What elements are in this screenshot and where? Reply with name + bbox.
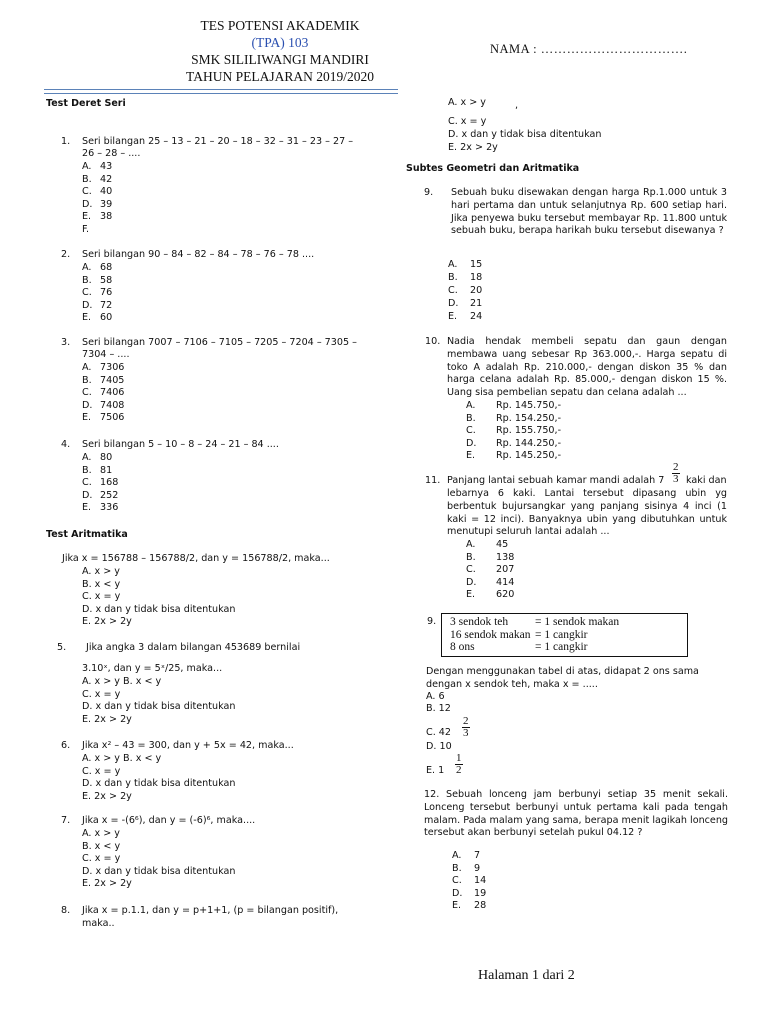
a0-option: B. x < y [82, 578, 121, 590]
option-value: 76 [100, 287, 113, 299]
document-header [150, 17, 410, 85]
option-value: 42 [100, 173, 113, 185]
q5-option: E. 2x > 2y [82, 713, 132, 725]
q9b-text-2: dengan x sendok teh, maka x = ..... [426, 679, 598, 690]
q2-text: Seri bilangan 90 – 84 – 82 – 84 – 78 – 76 – 78 .... [82, 249, 315, 260]
q3-text: Seri bilangan 7007 – 7106 – 7105 – 7205 – 7204 – 7305 – [82, 337, 357, 348]
q3-text-2: 7304 – .... [82, 349, 130, 360]
q1-option [82, 161, 112, 174]
option-letter: D. [82, 399, 93, 411]
q7-option: B. x < y [82, 840, 121, 852]
option-letter: B. [82, 374, 92, 386]
q9-option [448, 272, 482, 285]
q1-option [82, 224, 100, 237]
option-value: 620 [496, 589, 515, 601]
q3-option [82, 387, 124, 400]
name-field: NAMA : ……………………………. [490, 42, 688, 56]
option-letter: E. [82, 412, 92, 424]
q5-option: D. x dan y tidak bisa ditentukan [82, 701, 236, 713]
q11-option [466, 552, 514, 565]
section-title-aritmatika: Test Aritmatika [46, 529, 128, 540]
q9-number: 9. [424, 187, 434, 198]
conversion-row [450, 629, 587, 641]
option-letter: E. [452, 900, 462, 912]
option-letter: C. [466, 564, 476, 576]
option-value: 21 [470, 298, 483, 309]
q2-option [82, 300, 112, 313]
section-title-deret: Test Deret Seri [46, 98, 126, 109]
stray-mark: , [515, 100, 519, 111]
q7-option: E. 2x > 2y [82, 878, 132, 890]
option-letter: A. [82, 452, 92, 463]
q9b-text: Dengan menggunakan tabel di atas, didapat 2 ons sama [426, 666, 699, 677]
option-letter: A. [82, 362, 92, 373]
option-value: 20 [470, 285, 483, 296]
q7-option: D. x dan y tidak bisa ditentukan [82, 865, 236, 877]
option-value: 58 [100, 274, 113, 286]
q4-option [82, 465, 112, 478]
option-letter: B. [82, 464, 92, 476]
q3-option [82, 412, 124, 425]
option-letter: D. [82, 198, 93, 210]
q9b-c-frac-num: 2 [463, 715, 469, 727]
option-value: 14 [474, 875, 487, 887]
q2-option [82, 262, 112, 275]
header-rule [44, 89, 398, 90]
q1-number: 1. [61, 136, 71, 147]
q9-option [448, 311, 482, 324]
option-letter: D. [466, 576, 477, 588]
header-title: TES POTENSI AKADEMIK [200, 18, 360, 33]
unit-from: 8 ons [450, 641, 475, 653]
option-value: 414 [496, 576, 515, 588]
option-letter: B. [82, 173, 92, 185]
q7-text: Jika x = -(6⁶), dan y = (-6)⁶, maka.... [82, 815, 256, 826]
option-value: 38 [100, 211, 113, 223]
q3-number: 3. [61, 337, 71, 348]
option-value: 40 [100, 186, 113, 198]
prev-option: D. x dan y tidak bisa ditentukan [448, 129, 602, 140]
option-value: 19 [474, 887, 487, 899]
q9b-option-d: D. 10 [426, 741, 452, 752]
option-value: 60 [100, 312, 113, 324]
q2-option [82, 312, 112, 325]
option-value: Rp. 145.250,- [496, 450, 562, 462]
q6-option: C. x = y [82, 765, 121, 777]
q4-option [82, 490, 118, 503]
option-value: 7406 [100, 387, 125, 399]
option-value: Rp. 145.750,- [496, 400, 562, 411]
q1-option [82, 211, 112, 224]
q3-option [82, 400, 124, 413]
a0-option: E. 2x > 2y [82, 616, 132, 628]
header-code: (TPA) 103 [251, 35, 309, 50]
q10-option [466, 425, 561, 438]
option-letter: A. [448, 259, 458, 270]
q9b-number: 9. [427, 616, 437, 627]
header-year: TAHUN PELAJARAN 2019/2020 [186, 69, 374, 84]
q7-option: A. x > y [82, 828, 120, 839]
unit-to: = 1 cangkir [535, 641, 588, 653]
option-letter: A. [452, 850, 462, 861]
q2-option [82, 287, 112, 300]
conversion-row [450, 641, 587, 653]
q4-option [82, 477, 118, 490]
option-letter: E. [82, 502, 92, 514]
conversion-row [450, 616, 619, 628]
q9-option [448, 259, 482, 272]
q12-option [452, 900, 486, 913]
option-letter: C. [452, 875, 462, 887]
q9b-e-frac-num: 1 [456, 752, 462, 764]
option-letter: C. [82, 186, 92, 198]
option-letter: E. [466, 450, 476, 462]
option-letter: B. [466, 412, 476, 424]
q9b-option-a: A. 6 [426, 691, 445, 702]
q3-option [82, 362, 124, 375]
option-letter: D. [466, 437, 477, 449]
q11-option [466, 577, 514, 590]
q9b-e-fraction [455, 753, 463, 776]
unit-from: 3 sendok teh [450, 616, 509, 628]
q3-option [82, 375, 124, 388]
q10-text-last: Uang sisa pembelian sepatu dan celana adalah ... [447, 387, 687, 398]
option-letter: C. [466, 425, 476, 437]
q8-text: Jika x = p.1.1, dan y = p+1+1, (p = bilangan positif), [82, 905, 339, 916]
option-value: 7408 [100, 399, 125, 411]
option-letter: E. [448, 311, 458, 322]
q9b-e-frac-den: 2 [456, 764, 462, 776]
q1-option [82, 199, 112, 212]
q9b-option-c: C. 42 [426, 727, 452, 738]
option-value: 72 [100, 299, 113, 311]
q6-option: A. x > y B. x < y [82, 753, 162, 764]
option-letter: C. [448, 285, 458, 296]
q10-option [466, 450, 561, 463]
option-letter: E. [466, 589, 476, 601]
q11-text-first-end: kaki dan [686, 475, 727, 486]
option-value: 207 [496, 564, 515, 576]
q2-number: 2. [61, 249, 71, 260]
q10-option [466, 400, 561, 413]
q10-number: 10. [425, 336, 441, 347]
q11-option [466, 589, 514, 602]
unit-to: = 1 cangkir [535, 628, 588, 641]
conversion-table [441, 613, 688, 657]
option-value: 7 [474, 850, 481, 861]
q11-option [466, 564, 514, 577]
q12-option [452, 850, 480, 863]
q6-number: 6. [61, 740, 71, 751]
option-value: 336 [100, 502, 119, 514]
q11-fraction [672, 462, 680, 485]
q5-option: C. x = y [82, 688, 121, 700]
q1-option [82, 186, 112, 199]
q4-text: Seri bilangan 5 – 10 – 8 – 24 – 21 – 84 .... [82, 439, 279, 450]
option-value: 28 [474, 900, 487, 912]
q12-option [452, 888, 486, 901]
option-value: 138 [496, 551, 515, 563]
q7-option: C. x = y [82, 853, 121, 865]
q8-number: 8. [61, 905, 71, 916]
q10-option [466, 438, 561, 451]
q6-text: Jika x² – 43 = 300, dan y + 5x = 42, maka... [82, 740, 294, 751]
q12-option [452, 863, 480, 876]
a0-option: D. x dan y tidak bisa ditentukan [82, 603, 236, 615]
q11-text-first: Panjang lantai sebuah kamar mandi adalah 7 [447, 475, 665, 486]
q4-number: 4. [61, 439, 71, 450]
option-letter: B. [466, 551, 476, 563]
q2-option [82, 275, 112, 288]
q6-option: D. x dan y tidak bisa ditentukan [82, 778, 236, 790]
prev-option: C. x = y [448, 116, 487, 127]
q12-text: 12. Sebuah lonceng jam berbunyi setiap 35 menit sekali. Lonceng tersebut berbunyi untuk pertama kali pada tengah malam. Pada malam yang sama, berapa menit lagikah lonceng tersebut akan berbunyi setelah pukul 04.12 ? [424, 789, 728, 839]
q5-option: A. x > y B. x < y [82, 676, 162, 687]
option-letter: A. [466, 539, 476, 550]
page-footer: Halaman 1 dari 2 [478, 968, 575, 983]
q4-option [82, 502, 118, 515]
option-value: 43 [100, 161, 113, 172]
a0-text: Jika x = 156788 – 156788/2, dan y = 156788/2, maka... [62, 553, 330, 564]
option-letter: D. [82, 299, 93, 311]
option-value: 15 [470, 259, 483, 270]
prev-option: A. x > y [448, 97, 486, 108]
q9-option [448, 285, 482, 298]
option-value: 168 [100, 477, 119, 489]
option-value: 7306 [100, 362, 125, 373]
option-value: 24 [470, 311, 483, 322]
prev-option: E. 2x > 2y [448, 142, 498, 153]
q5-text: Jika angka 3 dalam bilangan 453689 bernilai [86, 642, 301, 653]
q11-frac-den: 3 [673, 473, 679, 485]
option-value: 7506 [100, 412, 125, 424]
option-letter: D. [452, 887, 463, 899]
option-value: 18 [470, 272, 483, 283]
option-letter: A. [466, 400, 476, 411]
q1-text: Seri bilangan 25 – 13 – 21 – 20 – 18 – 32 – 31 – 23 – 27 – [82, 136, 354, 147]
option-value: 45 [496, 539, 509, 550]
option-value: 68 [100, 262, 113, 273]
q10-option [466, 413, 561, 426]
option-letter: B. [452, 862, 462, 874]
q8-text-2: maka.. [82, 918, 115, 929]
q1-option [82, 174, 112, 187]
option-value: 39 [100, 198, 113, 210]
q11-text: lebarnya 6 kaki. Lantai tersebut dipasang ubin yg berbentuk bujursangkar yang panjang sisinya 4 inci (1 kaki = 12 inci). Banyaknya ubin yang dibutuhkan untuk menutupi seluruh lantai adalah ... [447, 488, 727, 538]
option-letter: B. [82, 274, 92, 286]
option-value: Rp. 155.750,- [496, 425, 562, 437]
q6-option: E. 2x > 2y [82, 790, 132, 802]
q9b-c-frac-den: 3 [463, 727, 469, 739]
option-letter: A. [82, 262, 92, 273]
q4-option [82, 452, 112, 465]
option-letter: E. [82, 211, 92, 223]
header-rule-2 [44, 93, 398, 94]
q7-number: 7. [61, 815, 71, 826]
option-value: Rp. 144.250,- [496, 437, 562, 449]
option-letter: D. [82, 489, 93, 501]
q11-option [466, 539, 508, 552]
option-value: 9 [474, 862, 481, 874]
option-value: 80 [100, 452, 113, 463]
q5-number: 5. [57, 642, 67, 653]
option-value: Rp. 154.250,- [496, 412, 562, 424]
q11-frac-num: 2 [673, 461, 679, 473]
q1-text-2: 26 – 28 – .... [82, 148, 141, 159]
q9b-c-fraction [462, 716, 470, 739]
option-letter: E. [82, 312, 92, 324]
option-letter: C. [82, 477, 92, 489]
q10-text: Nadia hendak membeli sepatu dan gaun dengan membawa uang sebesar Rp 363.000,-. Harga sepatu di toko A adalah Rp. 210.000,- dengan diskon 35 % dan harga celana adalah Rp. 85.000,- dengan diskon 15 %. [447, 336, 727, 386]
option-letter: F. [82, 224, 90, 235]
option-letter: B. [448, 272, 458, 283]
unit-to: = 1 sendok makan [535, 616, 620, 628]
option-value: 252 [100, 489, 119, 501]
option-value: 7405 [100, 374, 125, 386]
q11-number: 11. [425, 475, 441, 486]
option-letter: D. [448, 298, 459, 309]
option-letter: A. [82, 161, 92, 172]
option-letter: C. [82, 287, 92, 299]
option-letter: C. [82, 387, 92, 399]
a0-option: A. x > y [82, 566, 120, 577]
q12-option [452, 875, 486, 888]
option-value: 81 [100, 464, 113, 476]
unit-from: 16 sendok makan [450, 628, 531, 641]
q9b-option-e: E. 1 [426, 765, 445, 776]
a0-option: C. x = y [82, 591, 121, 603]
section-title-geometri: Subtes Geometri dan Aritmatika [406, 163, 580, 174]
q9b-option-b: B. 12 [426, 703, 451, 714]
header-school: SMK SILILIWANGI MANDIRI [191, 52, 369, 67]
q9-option [448, 298, 482, 311]
q5-text-2: 3.10ˣ, dan y = 5ˣ/25, maka... [82, 663, 223, 674]
q9-text: Sebuah buku disewakan dengan harga Rp.1.000 untuk 3 hari pertama dan untuk selanjutnya Rp. 600 setiap hari. Jika penyewa buku tersebut membayar Rp. 11.800 untuk sebuah buku, berapa harikah buku tersebut disewanya ? [451, 187, 727, 237]
